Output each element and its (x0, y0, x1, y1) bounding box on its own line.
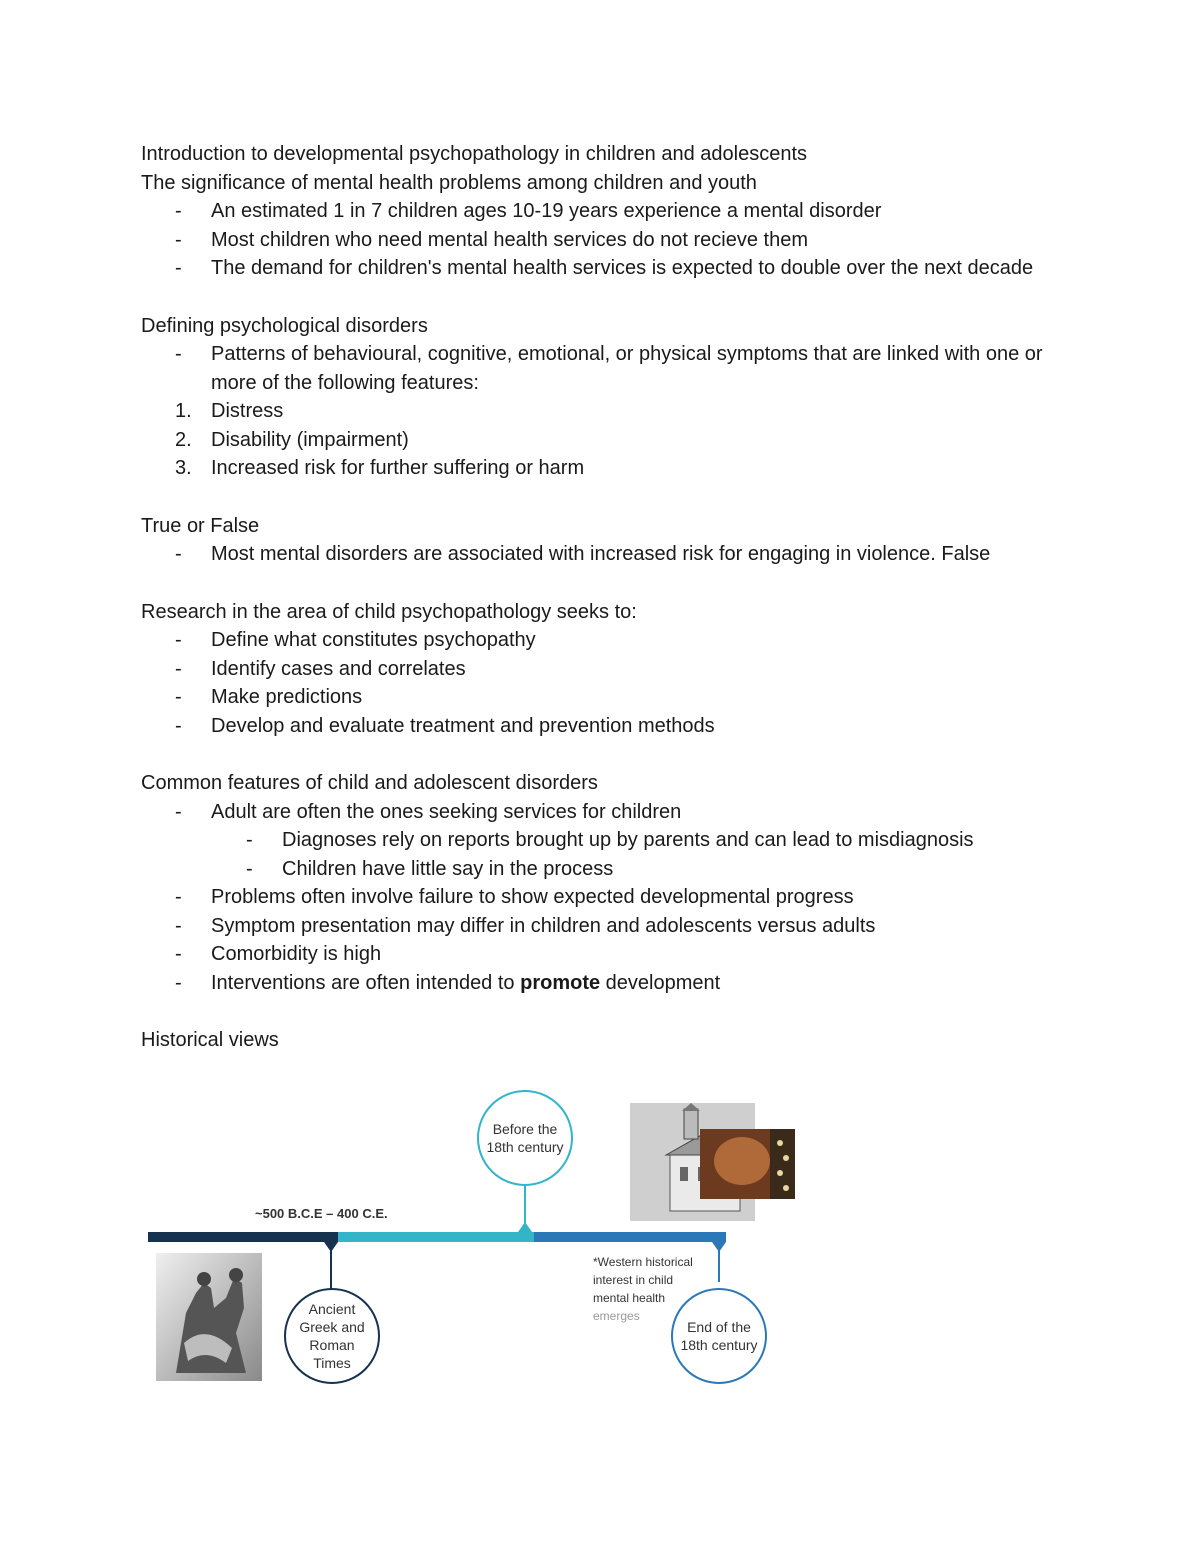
section-heading-significance: The significance of mental health problems among children and youth (141, 171, 757, 194)
list-item (141, 883, 1071, 912)
dash-marker: - (175, 971, 182, 994)
circle-label: End of the 18th century (680, 1319, 758, 1353)
numbered-item (141, 397, 1071, 426)
list-item-text: Disability (impairment) (211, 428, 409, 451)
dash-marker: - (175, 714, 182, 737)
list-item-text: development (600, 971, 721, 994)
dash-marker: - (175, 228, 182, 251)
common-list (141, 798, 1071, 998)
list-item-text: Patterns of behavioural, cognitive, emotional, or physical symptoms that are linked with one or more of the following features: (211, 343, 1043, 394)
note-line: *Western historical (593, 1255, 693, 1269)
list-item-text: Identify cases and correlates (211, 657, 466, 680)
timeline-segment-ancient (148, 1232, 338, 1242)
section-heading-research: Research in the area of child psychopathology seeks to: (141, 600, 637, 623)
list-item-text: Distress (211, 400, 284, 422)
dash-marker: - (246, 829, 253, 851)
sub-list-item (141, 826, 1071, 855)
numbered-item (141, 426, 1071, 455)
list-item (141, 798, 1071, 827)
connector-line (718, 1250, 720, 1282)
list-item (141, 197, 1071, 226)
significance-list (141, 197, 1071, 283)
greek-statue-image (156, 1253, 262, 1381)
section-heading-historical: Historical views (141, 1029, 279, 1051)
section-heading-defining: Defining psychological disorders (141, 314, 428, 337)
date-range-label: ~500 B.C.E – 400 C.E. (255, 1206, 388, 1221)
section-heading-common: Common features of child and adolescent disorders (141, 772, 598, 794)
list-item (141, 969, 1071, 998)
dash-marker: - (175, 343, 182, 365)
church-collage-image (630, 1103, 795, 1221)
list-item-text: Children have little say in the process (282, 857, 614, 880)
features-numbered-list (141, 397, 1071, 483)
timeline-segment-before-18th (338, 1232, 534, 1242)
list-item (141, 626, 1071, 655)
number-marker: 1. (175, 400, 192, 422)
timeline-segment-end-18th (534, 1232, 726, 1242)
dash-marker: - (246, 857, 253, 880)
dash-marker: - (175, 543, 182, 565)
list-item-text: Increased risk for further suffering or harm (211, 457, 585, 479)
note-line: interest in child (593, 1273, 674, 1287)
list-item-text: Define what constitutes psychopathy (211, 629, 536, 651)
number-marker: 3. (175, 457, 192, 479)
dash-marker: - (175, 943, 182, 965)
list-item-text: Diagnoses rely on reports brought up by parents and can lead to misdiagnosis (282, 829, 974, 851)
circle-ancient-greek-roman (284, 1288, 380, 1384)
numbered-item (141, 454, 1071, 483)
list-item (141, 340, 1071, 397)
list-item-text: Interventions are often intended to (211, 971, 521, 994)
document-body (141, 140, 1071, 1055)
list-item (141, 254, 1071, 283)
list-item-text: Make predictions (211, 686, 363, 708)
sub-list-item (141, 855, 1071, 884)
list-item (141, 655, 1071, 684)
number-marker: 2. (175, 428, 192, 451)
list-item (141, 712, 1071, 741)
list-item (141, 540, 1071, 569)
list-item (141, 912, 1071, 941)
list-item-text: Most children who need mental health services do not recieve them (211, 228, 808, 251)
bold-text: promote (520, 971, 601, 994)
list-item-text: An estimated 1 in 7 children ages 10-19 years experience a mental disorder (211, 200, 882, 222)
timeline-marker-before-18th (518, 1222, 532, 1232)
circle-label: Ancient Greek and Roman Times (299, 1301, 365, 1371)
list-item-text: Comorbidity is high (211, 943, 382, 965)
dash-marker: - (175, 257, 182, 279)
list-item-text: Develop and evaluate treatment and prevention methods (211, 714, 715, 737)
dash-marker: - (175, 886, 182, 908)
dash-marker: - (175, 914, 182, 937)
note-line: mental health (593, 1291, 666, 1305)
circle-before-18th-century (477, 1090, 573, 1186)
dash-marker: - (175, 657, 182, 680)
section-heading-true-false: True or False (141, 514, 260, 537)
circle-label: Before the 18th century (486, 1121, 564, 1155)
research-list (141, 626, 1071, 740)
document-title: Introduction to developmental psychopathology in children and adolescents (141, 143, 807, 165)
list-item-text: Problems often involve failure to show expected developmental progress (211, 886, 854, 908)
connector-line (524, 1183, 526, 1223)
list-item (141, 683, 1071, 712)
true-false-list (141, 540, 1071, 569)
list-item-text: Most mental disorders are associated with increased risk for engaging in violence. False (211, 543, 991, 565)
list-item-text: Adult are often the ones seeking services for children (211, 800, 682, 823)
note-line: emerges (593, 1309, 640, 1323)
dash-marker: - (175, 800, 182, 823)
dash-marker: - (175, 200, 182, 222)
western-interest-note (593, 1253, 693, 1325)
historical-timeline (140, 1085, 820, 1395)
list-item (141, 940, 1071, 969)
defining-list (141, 340, 1071, 397)
connector-line (330, 1250, 332, 1292)
list-item-text: Symptom presentation may differ in children and adolescents versus adults (211, 914, 876, 937)
dash-marker: - (175, 686, 182, 708)
list-item-text: The demand for children's mental health services is expected to double over the next decade (211, 257, 1034, 279)
list-item (141, 226, 1071, 255)
dash-marker: - (175, 629, 182, 651)
